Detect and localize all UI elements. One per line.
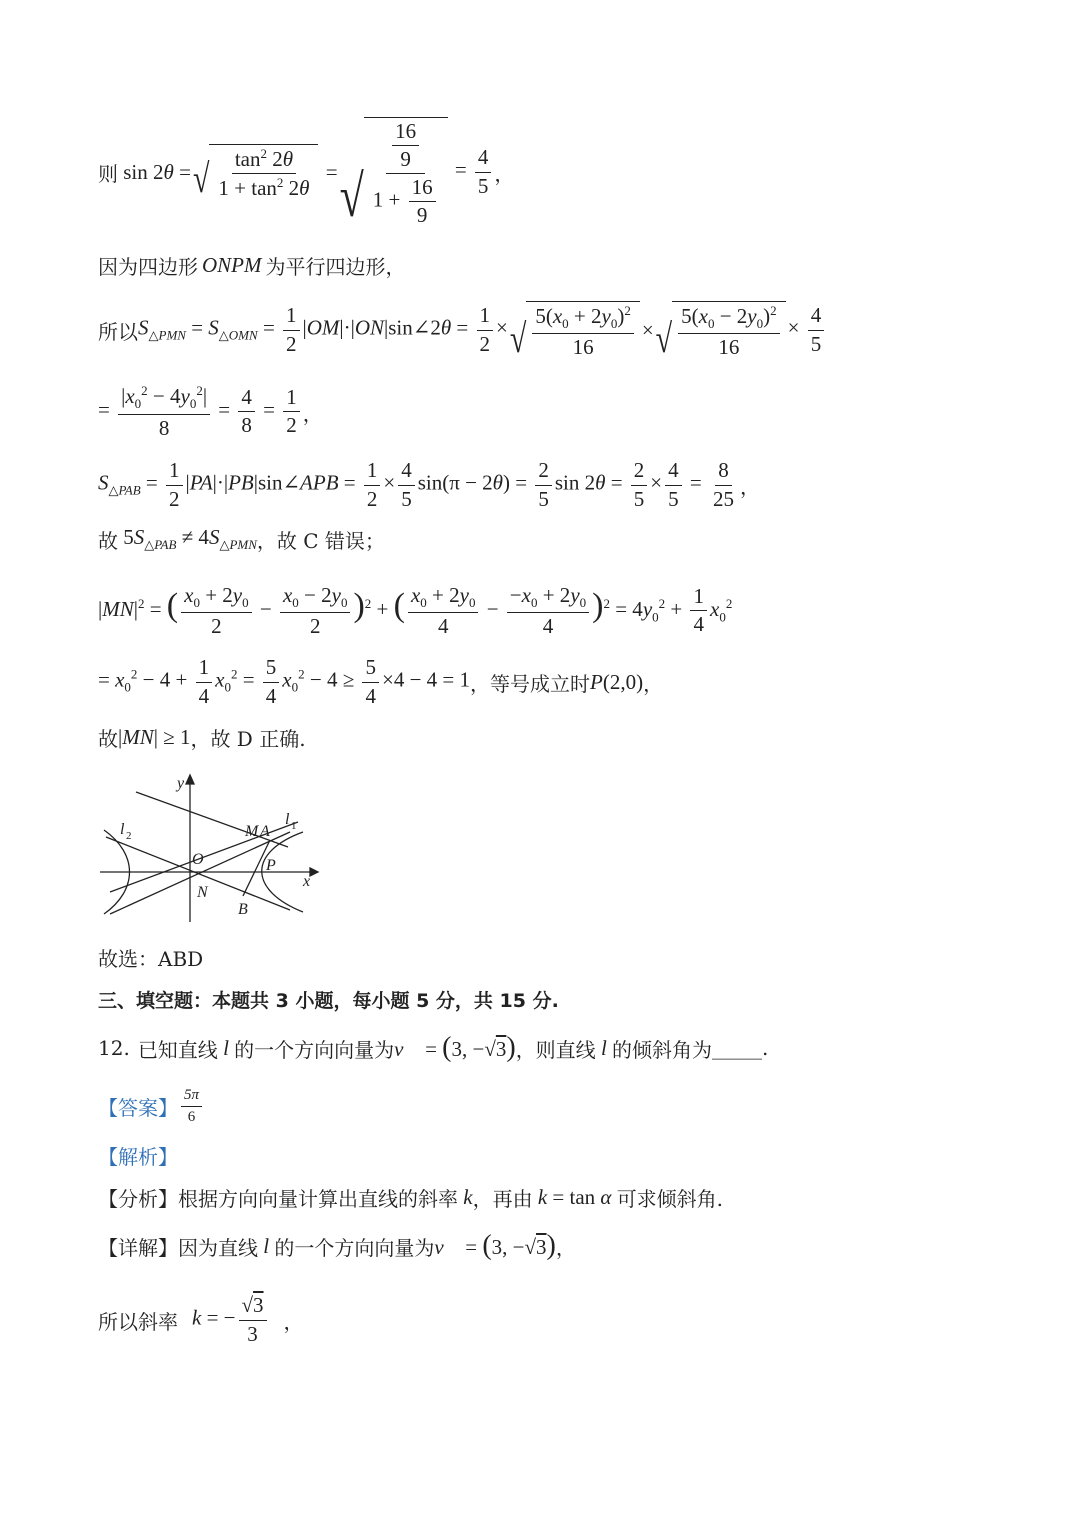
math: k = − $\frac{√3}{3}$ <box>192 1294 270 1345</box>
text: 的一个方向向量为 <box>234 1037 395 1062</box>
formula-area-pmn <box>98 296 827 364</box>
sqrt: √ $\frac{16}{9}$ 1 + $\frac{16}{9}$ <box>340 117 448 227</box>
label-b: B <box>238 901 248 918</box>
math: v⃗ = (3, −√3) <box>394 1032 516 1063</box>
text: ， <box>643 671 664 696</box>
sqrt: √ $\frac{5(x_0 + 2y_0)^2}{16}$ <box>510 301 640 360</box>
text: 故 <box>98 528 118 553</box>
formula-mn-squared <box>98 578 732 644</box>
x-axis-arrow <box>310 868 318 876</box>
fenxi-tag: 【分析】 <box>98 1186 178 1211</box>
math: = <box>320 159 338 184</box>
label-m: M <box>245 823 259 840</box>
math: = $\frac{|x_0^2 - 4y_0^2|}{8}$ = $\frac{4}{8}$ = $\frac{1}{2}$ <box>98 384 303 440</box>
text: 则 <box>98 161 118 186</box>
analysis-xiangjie <box>98 1228 576 1264</box>
text: 根据方向向量计算出直线的斜率 <box>178 1186 458 1211</box>
section-heading <box>98 984 559 1014</box>
math: = $x_0^2 - 4$ + $\frac{1}{4}$ $x_0^2$ = $\frac{5}{4}$ $x_0^2 - 4$ ≥ $\frac{5}{4}$ ×4 − 4 = 1 <box>98 655 471 708</box>
text: ， <box>494 161 515 186</box>
text: 所以斜率 <box>98 1309 178 1334</box>
formula-area-result <box>98 380 323 444</box>
text: 因为直线 <box>178 1235 258 1260</box>
text: ，再由 <box>472 1186 533 1211</box>
math: ONPM <box>202 252 262 277</box>
math: l <box>595 1035 613 1060</box>
math: |MN| ≥ 1 <box>118 724 191 749</box>
answer-choice <box>98 942 203 972</box>
answer-fraction: $\frac{5\pi}{6}$ <box>181 1087 202 1125</box>
text: 的一个方向向量为 <box>274 1235 435 1260</box>
label-l1-sub: 1 <box>291 820 297 832</box>
text: 故选：ABD <box>98 946 204 971</box>
conclusion-c <box>98 524 385 554</box>
text: ， <box>739 474 760 499</box>
math: P(2,0) <box>590 669 644 694</box>
text: ， <box>302 401 323 426</box>
text: 为平行四边形， <box>265 254 406 279</box>
question-number: 12. <box>98 1036 130 1060</box>
label-y: y <box>177 775 185 792</box>
label-l2: l <box>120 821 125 838</box>
math: $5S_{\triangle PAB} \ne 4S_{\triangle PMN}$ <box>118 524 257 553</box>
label-l2-sub: 2 <box>126 830 132 842</box>
math: l <box>258 1233 275 1258</box>
line-through-nb <box>110 832 290 914</box>
parallelogram-statement <box>98 250 406 280</box>
text: ， <box>555 1235 576 1260</box>
text: 已知直线 <box>137 1037 218 1062</box>
sqrt: √ $\frac{5(x_0 - 2y_0)^2}{16}$ <box>656 301 786 360</box>
label-a: A <box>260 823 270 840</box>
text: 因为四边形 <box>98 254 198 279</box>
sqrt: √ $\frac{\tan^2 2\theta}{1 + \tan^2 2\theta}$ <box>193 144 319 200</box>
formula-sin2theta <box>98 118 515 230</box>
text: 故 <box>98 726 118 751</box>
math: sin 2θ = <box>118 159 191 184</box>
text: ，故 C 错误； <box>256 528 385 553</box>
label-l1: l <box>285 811 290 828</box>
math: = $\frac{4}{5}$ <box>450 146 495 197</box>
text: 的倾斜角为 <box>612 1037 713 1062</box>
y-axis-arrow <box>186 775 194 784</box>
text: 所以 <box>98 319 138 344</box>
math: l <box>217 1035 235 1060</box>
question-12 <box>98 1030 768 1066</box>
analysis-tag: 【解析】 <box>98 1144 178 1169</box>
math: k = tan α <box>537 1184 612 1209</box>
analysis-tag-row <box>98 1140 178 1170</box>
text: ， <box>283 1309 304 1334</box>
text: ，故 D 正确. <box>190 726 306 751</box>
label-n: N <box>197 884 208 901</box>
answer-blank: _____ <box>712 1036 763 1060</box>
analysis-fenxi <box>98 1182 723 1212</box>
math: $S_{\triangle PMN} = S_{\triangle OMN}$ = $\frac{1}{2}$ |OM|·|ON|sin∠2θ = $\frac{1}{2}$ × <box>138 303 508 356</box>
label-o: O <box>192 851 204 868</box>
formula-area-pab <box>98 455 760 515</box>
text: ，等号成立时 <box>470 671 591 696</box>
math: k <box>458 1184 473 1209</box>
label-p: P <box>266 857 276 874</box>
slope-row <box>98 1290 304 1350</box>
text: 可求倾斜角. <box>616 1186 724 1211</box>
text: 三、填空题：本题共 3 小题，每小题 5 分，共 15 分. <box>98 989 559 1012</box>
math: v⃗ = (3, −√3) <box>434 1230 556 1261</box>
label-x: x <box>303 873 311 890</box>
xiangjie-tag: 【详解】 <box>98 1235 178 1260</box>
math: × $\frac{4}{5}$ <box>788 304 828 355</box>
answer-row <box>98 1084 205 1128</box>
math: $S_{\triangle PAB}$ = $\frac{1}{2}$ |PA|·|PB|sin∠APB = $\frac{1}{2}$ × $\frac{4}{5}$ sin(π − 2θ) = $\frac{2}{5}$ sin 2θ = $\frac{2}{5}$ × $\frac{4}{5}$ = $\frac{8}{25}$ <box>98 458 734 511</box>
math: × <box>641 317 654 342</box>
hyperbola-diagram <box>98 772 323 924</box>
formula-mn-min <box>98 654 663 710</box>
text: ，则直线 <box>515 1037 596 1062</box>
math: $|MN|^2$ = ( $\frac{x_0 + 2y_0}{2}$ − $\frac{x_0 - 2y_0}{2}$ )$^2$ + ( $\frac{x_0 + 2y_0}{4}$ − $\frac{-x_0 + 2y_0}{4}$ )$^2 = 4y_0^2$ + $\frac{1}{4}$ $x_0^2$ <box>98 582 733 639</box>
answer-tag: 【答案】 <box>98 1095 178 1120</box>
conclusion-d <box>98 722 306 752</box>
text: . <box>762 1036 769 1060</box>
